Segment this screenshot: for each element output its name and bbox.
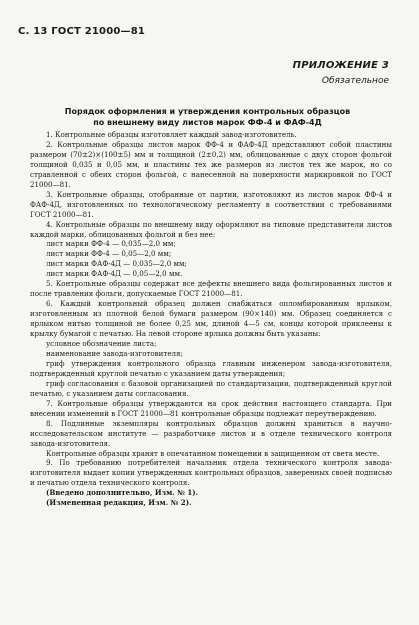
document-body [30, 130, 392, 508]
list-item-sheet-1: лист марки ФФ-4 — 0,035—2,0 мм; [46, 239, 176, 249]
paragraph-6: 6. Каждый контрольный образец должен снабжаться опломбированным ярлыком, изготовленным из плотной белой бумаги размером (90×140) мм. Образец соединяется с ярлыком нитью толщиной не более 0,25 мм, длиной 4—5 см, концы которой приклеены к крылку бумагой с печатью. На левой стороне ярлыка должны быть указаны: [30, 299, 392, 339]
amendment-note-1: (Введено дополнительно, Изм. № 1). [46, 488, 199, 498]
paragraph-7: 7. Контрольные образцы утверждаются на срок действия настоящего стандарта. При внесении изменений в ГОСТ 21000—81 контрольные образцы подлежат переутверждению. [30, 398, 392, 418]
label-item-1: условное обозначение листа; [46, 339, 157, 349]
document-title-line-1: Порядок оформления и утверждения контрольных образцов [64, 107, 351, 116]
paragraph-8-storage: Контрольные образцы хранят в опечатанном помещении в защищенном от света месте. [46, 448, 380, 458]
paragraph-1: 1. Контрольные образцы изготовляет каждый завод-изготовитель. [46, 130, 297, 139]
paragraph-5: 5. Контрольные образцы содержат все дефекты внешнего вида фольгированных листов и после травления фольги, допускаемые ГОСТ 21000—81. [30, 279, 392, 299]
appendix-title: ПРИЛОЖЕНИЕ 3 [292, 60, 389, 71]
paragraph-4: 4. Контрольные образцы по внешнему виду оформляют на типовые представители листов каждой марки, облицованных фольгой и без нее: [30, 219, 392, 239]
appendix-block [293, 60, 389, 86]
page-header: С. 13 ГОСТ 21000—81 [18, 26, 146, 37]
list-item-sheet-4: лист марки ФАФ-4Д — 0,05—2,0 мм. [46, 269, 183, 279]
paragraph-3: 3. Контрольные образцы, отобранные от партии, изготовляют из листов марок ФФ-4 и ФАФ-4Д, изготовленных по технологическому регламенту в соответствии с требованиями ГОСТ 21000—81. [30, 189, 392, 219]
amendment-note-2: (Измененная редакция, Изм. № 2). [46, 498, 192, 508]
label-item-3: гриф утверждения контрольного образца главным инженером завода-изготовителя, подтвержденный круглой печатью с указанием даты утверждения; [30, 358, 392, 378]
paragraph-8: 8. Подлинные экземпляры контрольных образцов должны храниться в научно-исследовательском институте — разработчике листов и в отделе технического контроля завода-изготовителя. [30, 418, 392, 448]
paragraph-9: 9. По требованию потребителей начальник отдела технического контроля завода-изготовителя выдает копии утвержденных контрольных образцов, заверенных своей подписью и печатью отдела технического контроля. [30, 458, 392, 488]
label-item-2: наименование завода-изготовителя; [46, 348, 183, 358]
paragraph-2: 2. Контрольные образцы листов марок ФФ-4 и ФАФ-4Д представляют собой пластины размером (70±2)×(100±5) мм и толщиной (2±0,2) мм, облицованные с двух сторон фольгой толщиной 0,035 и 0,05 мм, и пластины тех же размеров из листов тех же марок, но со стравленной с обеих сторон фольгой, с нанесенной на поверхности маркировкой по ГОСТ 21000—81. [30, 139, 392, 189]
document-title [24, 106, 391, 128]
list-item-sheet-2: лист марки ФФ-4 — 0,05—2,0 мм; [46, 249, 172, 259]
list-item-sheet-3: лист марки ФАФ-4Д — 0,035—2,0 мм; [46, 259, 187, 269]
document-title-line-2: по внешнему виду листов марок ФФ-4 и ФАФ-4Д [93, 118, 322, 127]
label-item-4: гриф согласования с базовой организацией по стандартизации, подтвержденный круглой печатью, с указанием даты согласования. [30, 378, 392, 398]
appendix-subtitle: Обязательное [321, 76, 389, 86]
